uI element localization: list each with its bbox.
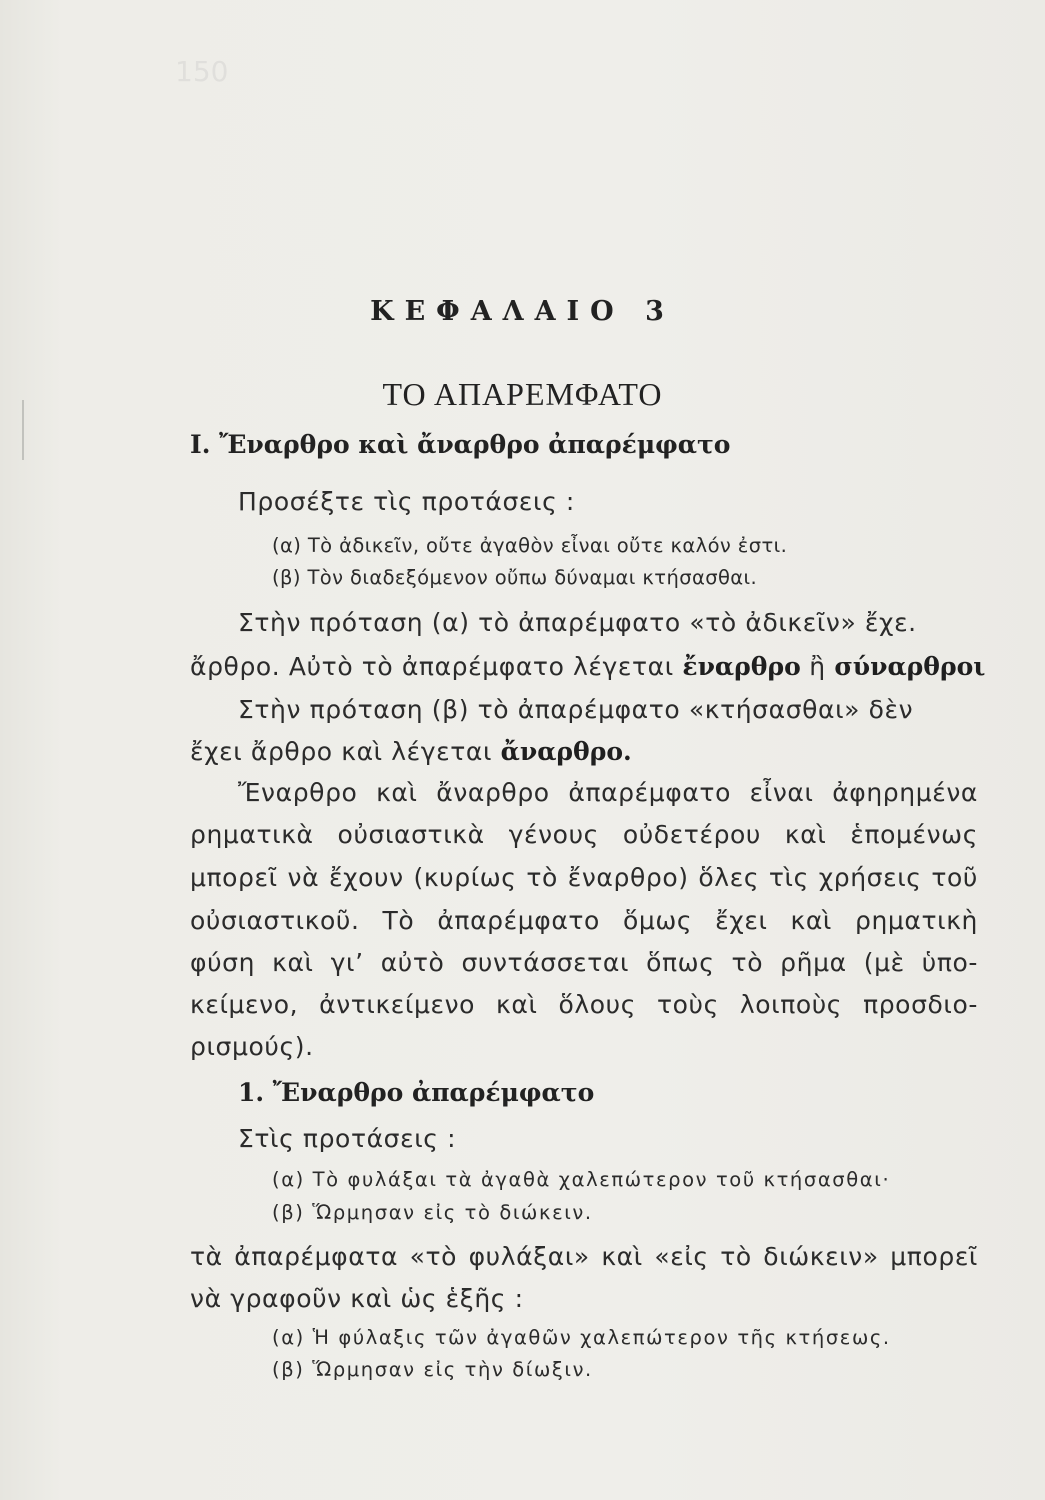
section-heading-1: 1. Ἔναρθρο ἀπαρέμφατο bbox=[238, 1078, 595, 1107]
section-I-intro: Προσέξτε τὶς προτάσεις : bbox=[238, 487, 575, 516]
paragraph-line bbox=[190, 737, 632, 766]
bleed-through-decoration: 150 bbox=[175, 55, 229, 88]
paragraph-line: ρηματικὰ οὐσιαστικὰ γένους οὐδετέρου καὶ ἑπομένως bbox=[190, 820, 978, 849]
term-synarthro: σύναρθροι bbox=[834, 652, 986, 681]
section-1-intro: Στὶς προτάσεις : bbox=[238, 1124, 457, 1153]
example-b: (β) Τὸν διαδεξόμενον οὔπω δύναμαι κτήσασθαι. bbox=[272, 566, 758, 589]
paragraph-line: ρισμούς). bbox=[190, 1032, 314, 1061]
text-span: ἢ bbox=[800, 652, 835, 681]
term-anarthro: ἄναρθρο. bbox=[500, 737, 632, 766]
chapter-heading: ΚΕΦΑΛΑΙΟ 3 bbox=[370, 296, 675, 327]
paragraph-line: Στὴν πρόταση (α) τὸ ἀπαρέμφατο «τὸ ἀδικεῖν» ἔχε. bbox=[238, 608, 917, 637]
paragraph-line: οὐσιαστικοῦ. Τὸ ἀπαρέμφατο ὅμως ἔχει καὶ ρηματικὴ bbox=[190, 906, 978, 935]
paragraph-line: τὰ ἀπαρέμφατα «τὸ φυλάξαι» καὶ «εἰς τὸ διώκειν» μπορεῖ bbox=[190, 1242, 978, 1271]
text-span: ἄρθρο. Αὐτὸ τὸ ἀπαρέμφατο λέγεται bbox=[190, 652, 683, 681]
paragraph-line bbox=[190, 652, 985, 681]
paragraph-line: κείμενο, ἀντικείμενο καὶ ὅλους τοὺς λοιποὺς προσδιο- bbox=[190, 990, 978, 1019]
term-enarthro: ἔναρθρο bbox=[682, 652, 801, 681]
paragraph-line: Ἔναρθρο καὶ ἄναρθρο ἀπαρέμφατο εἶναι ἀφηρημένα bbox=[238, 778, 978, 807]
page-title: ΤΟ ΑΠΑΡΕΜΦΑΤΟ bbox=[382, 376, 663, 412]
example-b: (β) Ὥρμησαν εἰς τὸ διώκειν. bbox=[272, 1201, 593, 1224]
paragraph-line: μπορεῖ νὰ ἔχουν (κυρίως τὸ ἔναρθρο) ὅλες τὶς χρήσεις τοῦ bbox=[190, 863, 978, 892]
example-b: (β) Ὥρμησαν εἰς τὴν δίωξιν. bbox=[272, 1358, 593, 1381]
section-heading-I: Ι. Ἔναρθρο καὶ ἄναρθρο ἀπαρέμφατο bbox=[190, 430, 731, 459]
example-a: (α) Τὸ φυλάξαι τὰ ἀγαθὰ χαλεπώτερον τοῦ κτήσασθαι· bbox=[272, 1168, 891, 1191]
example-a: (α) Ἡ φύλαξις τῶν ἀγαθῶν χαλεπώτερον τῆς κτήσεως. bbox=[272, 1326, 891, 1349]
example-a: (α) Τὸ ἀδικεῖν, οὔτε ἀγαθὸν εἶναι οὔτε καλόν ἐστι. bbox=[272, 534, 788, 557]
text-span: ἔχει ἄρθρο καὶ λέγεται bbox=[190, 737, 501, 766]
paragraph-line: νὰ γραφοῦν καὶ ὡς ἑξῆς : bbox=[190, 1284, 524, 1313]
paragraph-line: φύση καὶ γι’ αὐτὸ συντάσσεται ὅπως τὸ ρῆμα (μὲ ὑπο- bbox=[190, 948, 978, 977]
paragraph-line: Στὴν πρόταση (β) τὸ ἀπαρέμφατο «κτήσασθαι» δὲν bbox=[238, 695, 914, 724]
